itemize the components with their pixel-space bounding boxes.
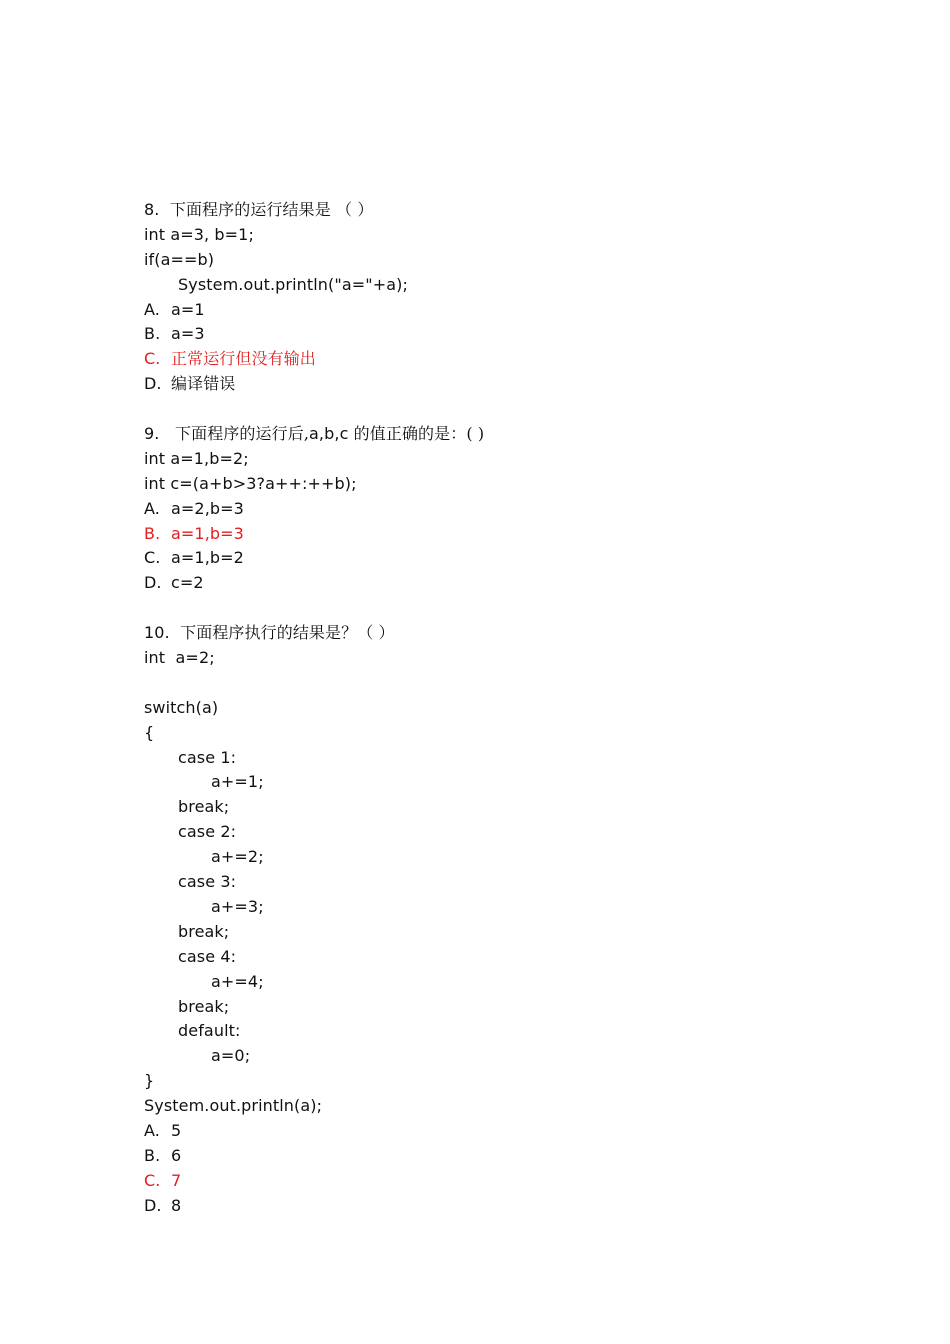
code-line: a=0; [211, 1046, 251, 1066]
option-d [144, 372, 904, 397]
option-text: a=2,b=3 [171, 498, 244, 518]
option-letter: D. [144, 573, 162, 593]
option-letter: A. [144, 1120, 160, 1140]
option-text: a=1,b=2 [171, 548, 244, 568]
code-line: break; [178, 996, 230, 1016]
option-b [144, 1144, 904, 1169]
question-10-title [144, 621, 904, 646]
option-letter: B. [144, 324, 161, 344]
option-text: c=2 [171, 573, 204, 593]
question-text-suffix: 的值正确的是：( ) [348, 424, 485, 444]
option-letter: A. [144, 299, 160, 319]
option-a [144, 1119, 904, 1144]
option-text: 正常运行但没有输出 [171, 349, 316, 369]
code-line: { [144, 722, 155, 742]
code-line: System.out.println(a); [144, 1096, 323, 1116]
question-text: 下面程序的运行结果是 （ ） [169, 200, 374, 219]
code-line: a+=3; [211, 896, 264, 916]
option-letter: D. [144, 1195, 162, 1215]
option-c-correct [144, 1169, 904, 1194]
spacer [144, 397, 904, 422]
option-b [144, 322, 904, 347]
exam-page [144, 198, 904, 1219]
code-line: case 3: [178, 872, 237, 892]
code-line: int a=1,b=2; [144, 448, 249, 468]
option-a [144, 298, 904, 323]
option-text: a=1 [171, 299, 205, 319]
question-text-prefix: 下面程序的运行后, [175, 424, 310, 444]
question-8-title [144, 198, 904, 223]
code-line: } [144, 1071, 155, 1091]
option-letter: C. [144, 349, 161, 369]
option-letter: D. [144, 374, 162, 394]
option-text: 7 [171, 1170, 182, 1190]
code-line: a+=2; [211, 847, 264, 867]
code-line: a+=1; [211, 772, 264, 792]
code-line: if(a==b) [144, 249, 215, 269]
option-d [144, 571, 904, 596]
option-c [144, 546, 904, 571]
code-line: int a=3, b=1; [144, 224, 254, 244]
spacer [144, 596, 904, 621]
code-line: case 4: [178, 946, 237, 966]
option-text: 8 [171, 1195, 182, 1215]
option-c-correct [144, 347, 904, 372]
option-text: 编译错误 [171, 374, 236, 394]
code-line: case 2: [178, 822, 237, 842]
option-text: 5 [171, 1120, 182, 1140]
code-line: int c=(a+b>3?a++:++b); [144, 473, 357, 493]
code-line: default: [178, 1021, 241, 1041]
question-text: 下面程序执行的结果是？（ ） [180, 623, 395, 643]
question-number: 10. [144, 623, 170, 643]
option-text: 6 [171, 1145, 182, 1165]
code-line: int a=2; [144, 648, 215, 668]
question-9-title [144, 422, 904, 447]
option-a [144, 497, 904, 522]
option-text: a=3 [171, 324, 205, 344]
option-letter: B. [144, 1145, 161, 1165]
code-line: switch(a) [144, 697, 219, 717]
code-line: case 1: [178, 747, 237, 767]
option-letter: B. [144, 523, 161, 543]
option-letter: A. [144, 498, 160, 518]
code-line: a+=4; [211, 971, 264, 991]
question-number: 9. [144, 424, 160, 444]
option-letter: C. [144, 1170, 161, 1190]
code-line: System.out.println("a="+a); [178, 274, 408, 294]
question-number: 8. [144, 200, 160, 219]
option-text: a=1,b=3 [171, 523, 244, 543]
option-b-correct [144, 522, 904, 547]
option-letter: C. [144, 548, 161, 568]
option-d [144, 1194, 904, 1219]
code-line: break; [178, 797, 230, 817]
question-vars: a,b,c [309, 424, 349, 444]
spacer [144, 671, 904, 696]
code-line: break; [178, 921, 230, 941]
